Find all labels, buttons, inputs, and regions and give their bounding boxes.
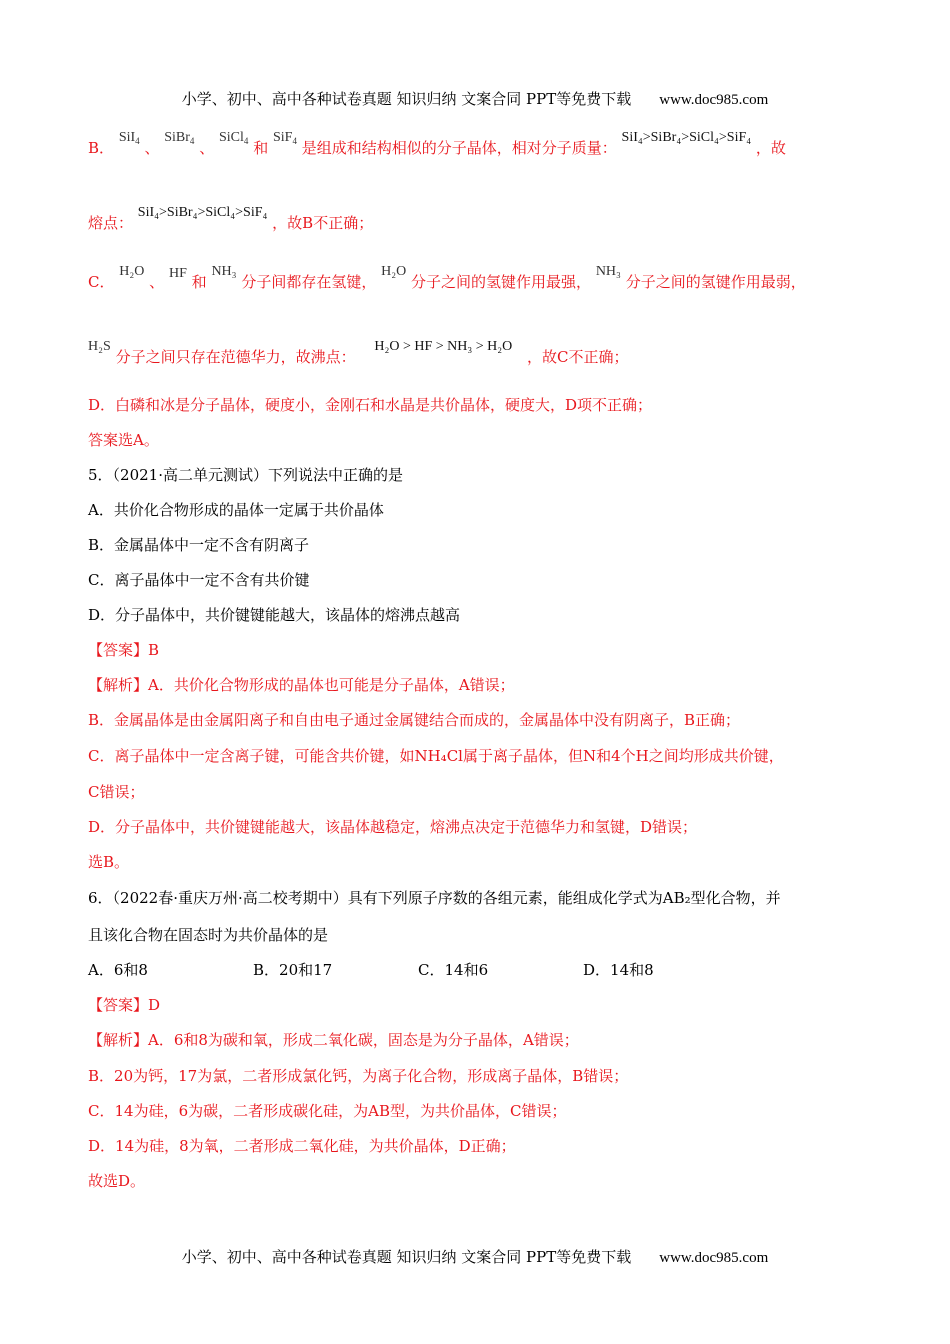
q4-c-text4: 分子之间只存在范德华力，故沸点： (115, 348, 356, 366)
formula-sibr4: SiBr$_4$ (164, 130, 195, 146)
q5-analysis-label: 【解析】 (88, 676, 149, 694)
footer-url: www.doc985.com (659, 1250, 769, 1266)
formula-h2o: H₂O (119, 264, 145, 279)
q4-b-text1: 是组成和结构相似的分子晶体，相对分子质量： (301, 139, 617, 157)
q6-analysis-label: 【解析】 (88, 1031, 149, 1049)
q5-analysis-conclusion: 选B。 (88, 853, 130, 871)
q4-option-c (88, 264, 806, 294)
q4-b-sep1: 、 (144, 139, 160, 157)
formula-nh3-2: NH₃ (595, 264, 621, 279)
q6-analysis-d: D．14为硅，8为氧，二者形成二氧化硅，为共价晶体，D正确； (88, 1137, 516, 1155)
formula-h2s: H₂S (88, 339, 111, 354)
q5-analysis-a (88, 675, 515, 695)
q6-analysis-c: C．14为硅，6为碳，二者形成碳化硅，为AB型，为共价晶体，C错误； (88, 1102, 567, 1120)
q6-analysis-conclusion: 故选D。 (88, 1172, 146, 1190)
footer-text: 小学、初中、高中各种试卷真题 知识归纳 文案合同 PPT等免费下载 (181, 1248, 632, 1266)
q4-c-sep: 、 (149, 273, 165, 291)
q5-option-d: D．分子晶体中，共价键键能越大，该晶体的熔沸点越高 (88, 606, 461, 624)
q4-option-b-line2 (88, 205, 374, 235)
q6-answer-label: 【答案】 (88, 996, 149, 1014)
q5-analysis-c-cont: C错误； (88, 783, 145, 801)
q5-option-b: B．金属晶体中一定不含有阴离子 (88, 536, 310, 554)
q4-option-d: D．白磷和冰是分子晶体，硬度小，金刚石和水晶是共价晶体，硬度大，D项不正确； (88, 396, 653, 414)
q4-b-text2: ，故 (755, 139, 786, 157)
formula-hf: HF (168, 266, 187, 281)
q6-analysis-a (88, 1030, 579, 1050)
q6-option-c: C．14和6 (418, 961, 489, 979)
q5-analysis-a-text: A．共价化合物形成的晶体也可能是分子晶体，A错误； (148, 676, 515, 694)
q6-answer (88, 995, 160, 1015)
q6-options (88, 960, 654, 980)
q4-c-order: H₂O > HF > NH₃ > H₂O (374, 339, 513, 354)
q6-answer-value: D (148, 996, 161, 1014)
q4-c-text5: ，故C不正确； (527, 348, 629, 366)
q5-stem: 5．（2021·高二单元测试）下列说法中正确的是 (88, 466, 403, 484)
q4-c-prefix: C． (88, 273, 115, 291)
header-url: www.doc985.com (659, 92, 769, 108)
q5-analysis-c: C．离子晶体中一定含离子键，可能含共价键，如NH₄Cl属于离子晶体，但N和4个H之间均形成共价键， (88, 747, 784, 765)
page-footer (0, 1246, 950, 1267)
formula-sif4: SiF$_4$ (272, 130, 297, 146)
q6-option-d: D．14和8 (583, 961, 654, 979)
formula-sicl4: SiCl$_4$ (219, 130, 249, 146)
q5-option-c: C．离子晶体中一定不含有共价键 (88, 571, 310, 589)
q4-b-order1: SiI₄>SiBr₄>SiCl₄>SiF₄ (621, 130, 752, 145)
q4-b-line2-suffix: ，故B不正确； (272, 214, 374, 232)
q4-b-line2-prefix: 熔点： (88, 214, 134, 232)
q6-stem-line2: 且该化合物在固态时为共价晶体的是 (88, 926, 329, 944)
formula-h2o-2: H₂O (381, 264, 407, 279)
header-text: 小学、初中、高中各种试卷真题 知识归纳 文案合同 PPT等免费下载 (181, 90, 632, 108)
q4-c-text1: 分子间都存在氢键， (241, 273, 377, 291)
q5-answer-value: B (148, 641, 160, 659)
q6-analysis-b: B．20为钙，17为氯，二者形成氯化钙，为离子化合物，形成离子晶体，B错误； (88, 1067, 629, 1085)
q4-c-and: 和 (191, 273, 207, 291)
q6-analysis-a-text: A．6和8为碳和氧，形成二氧化碳，固态是为分子晶体，A错误； (148, 1031, 579, 1049)
q5-analysis-b: B．金属晶体是由金属阳离子和自由电子通过金属键结合而成的，金属晶体中没有阴离子，B正确； (88, 711, 741, 729)
q4-c-text3: 分子之间的氢键作用最弱， (625, 273, 806, 291)
q4-option-c-line2 (88, 339, 629, 369)
q4-c-text2: 分子之间的氢键作用最强， (411, 273, 592, 291)
q6-stem-line1: 6．（2022春·重庆万州·高二校考期中）具有下列原子序数的各组元素，能组成化学式为AB₂型化合物，并 (88, 889, 781, 907)
q4-b-order2: SiI₄>SiBr₄>SiCl₄>SiF₄ (137, 205, 268, 220)
formula-sii4: SiI$_4$ (118, 130, 140, 146)
q6-option-b: B．20和17 (253, 961, 333, 979)
page-header (0, 88, 950, 109)
q4-option-b (88, 130, 786, 163)
q4-b-prefix: B． (88, 139, 115, 157)
q6-option-a: A．6和8 (88, 961, 148, 979)
q4-b-and: 和 (253, 139, 269, 157)
q4-b-sep2: 、 (199, 139, 215, 157)
q4-answer: 答案选A。 (88, 431, 159, 449)
q5-analysis-d: D．分子晶体中，共价键键能越大，该晶体越稳定，熔沸点决定于范德华力和氢键，D错误； (88, 818, 698, 836)
q5-option-a: A．共价化合物形成的晶体一定属于共价晶体 (88, 501, 384, 519)
q5-answer-label: 【答案】 (88, 641, 149, 659)
q5-answer (88, 640, 159, 660)
formula-nh3: NH₃ (211, 264, 237, 279)
